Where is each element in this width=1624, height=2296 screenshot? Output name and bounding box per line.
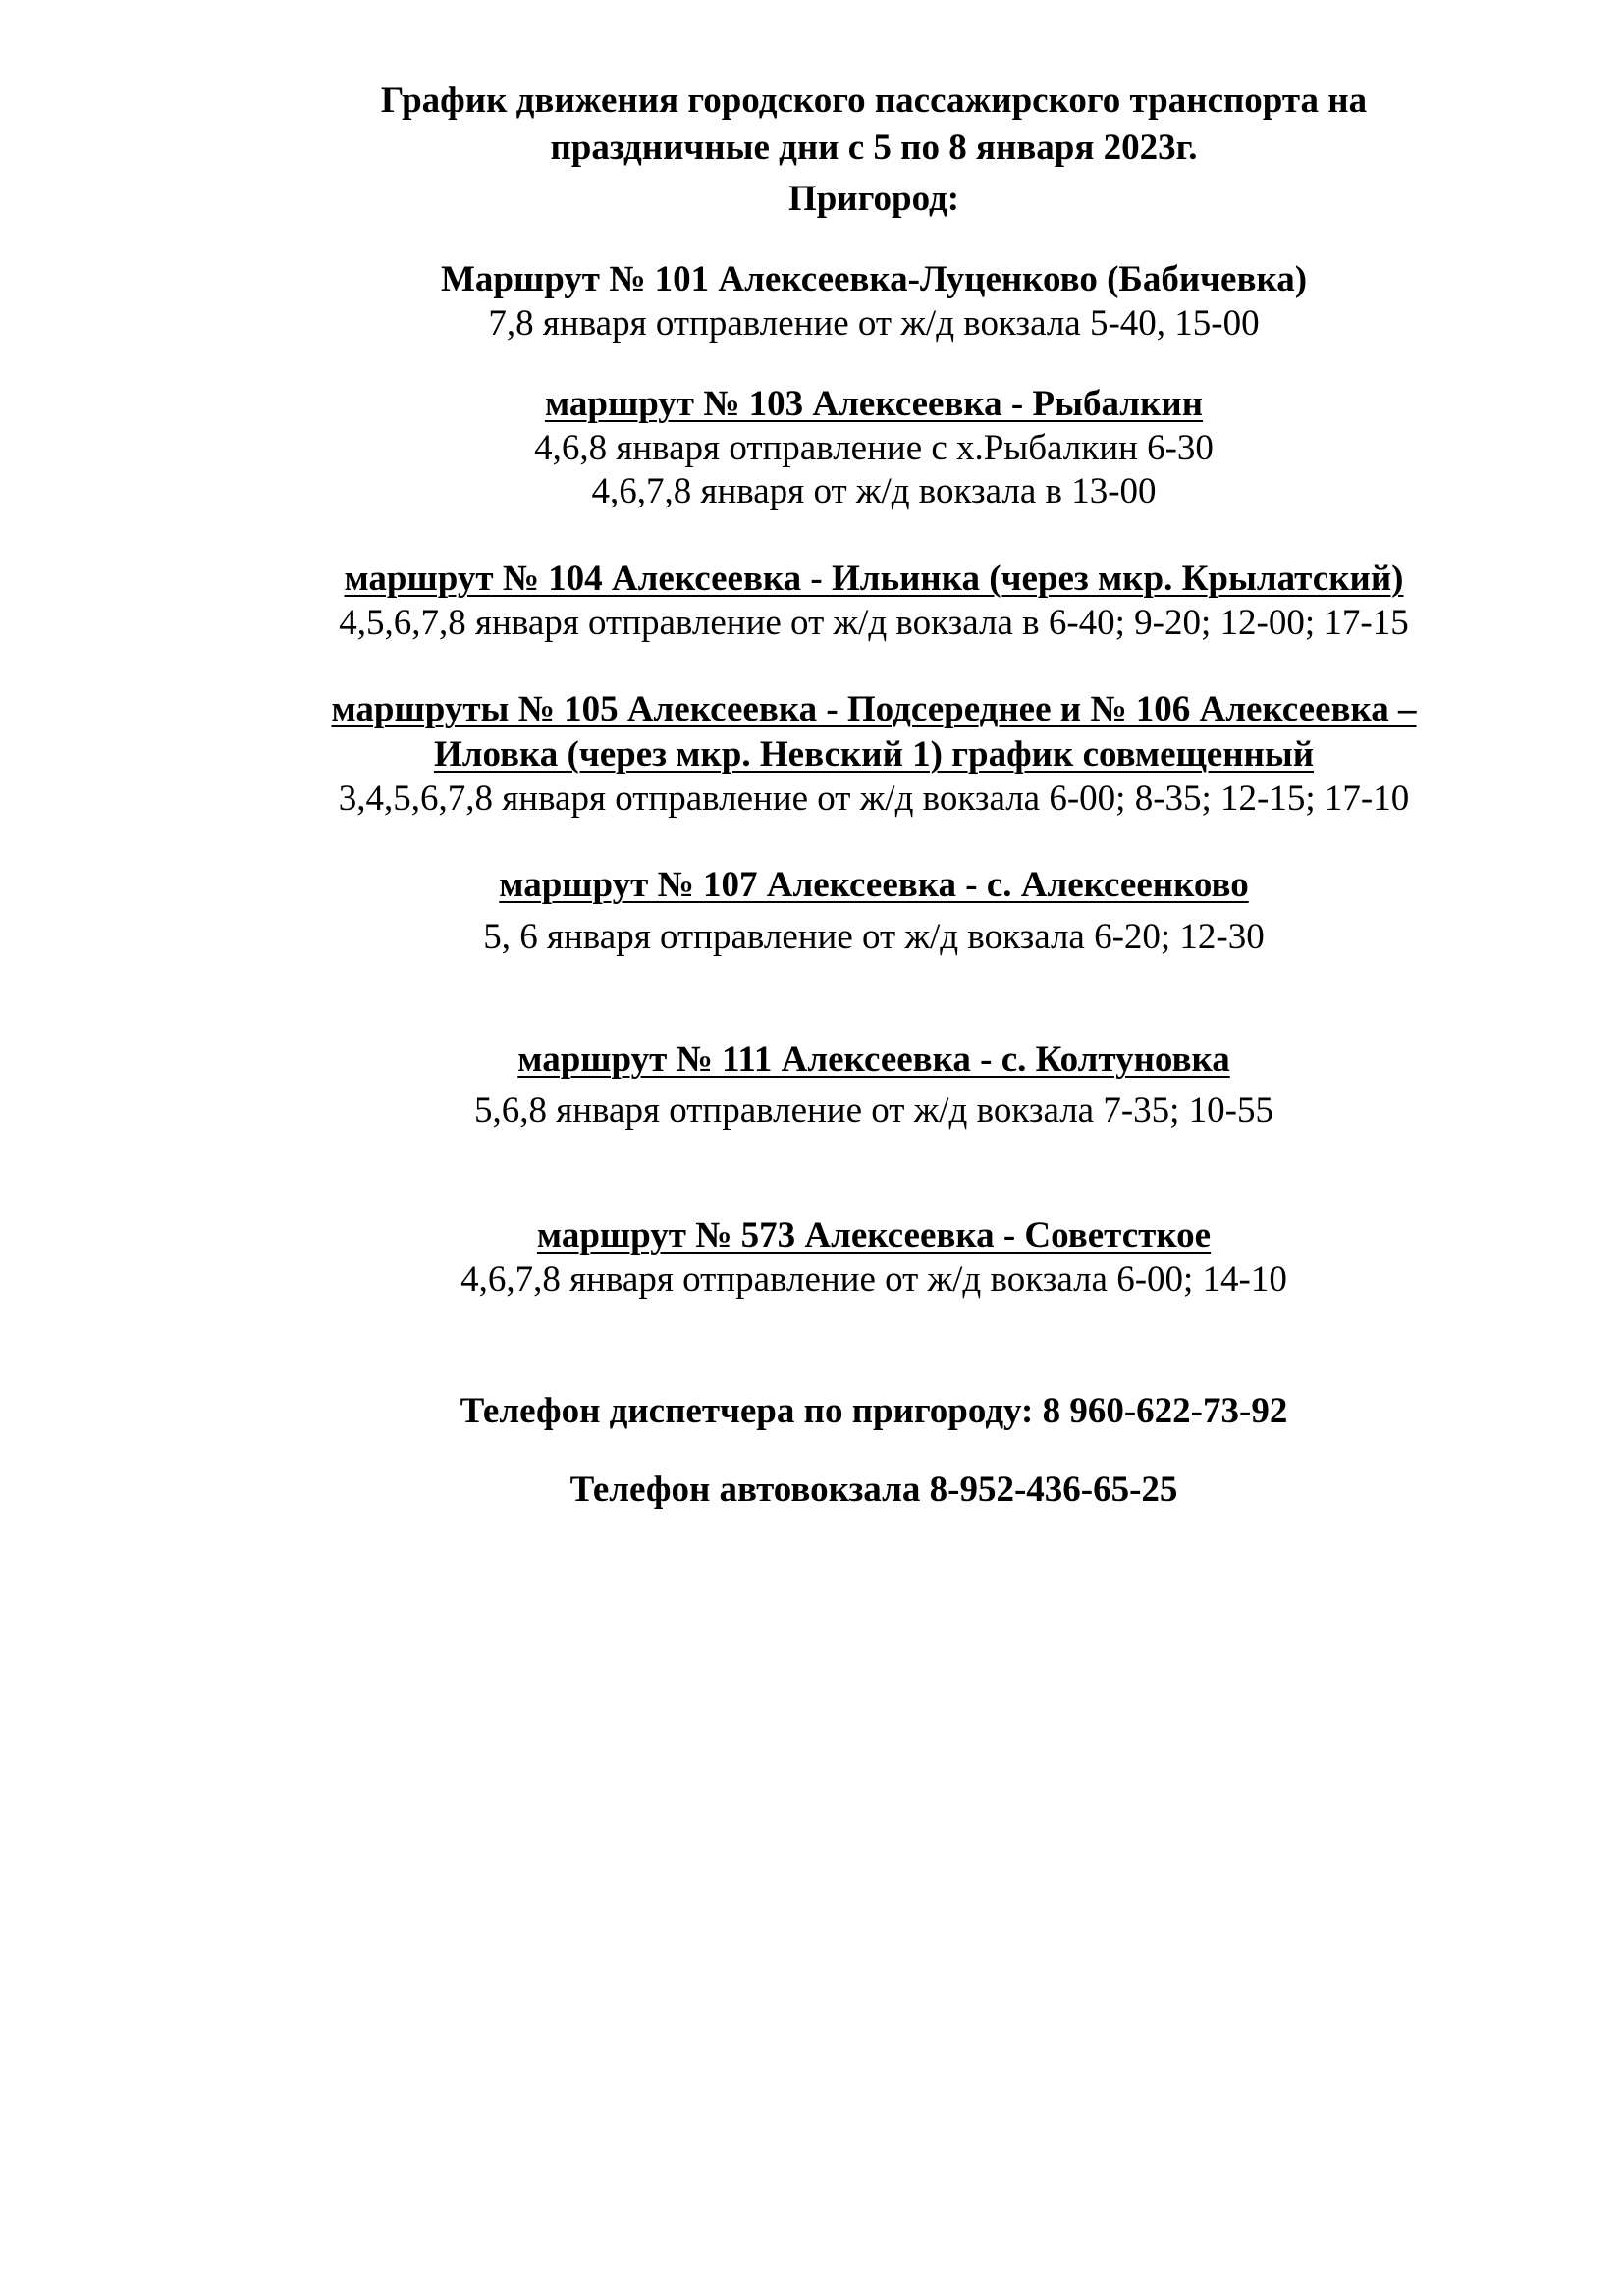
route-107-title: маршрут № 107 Алексеевка - с. Алексеенково: [499, 865, 1249, 905]
page-subtitle: Пригород:: [787, 179, 960, 219]
route-111-title: маршрут № 111 Алексеевка - с. Колтуновка: [517, 1040, 1230, 1080]
route-107-schedule: 5, 6 января отправление от ж/д вокзала 6-20; 12-30: [483, 917, 1265, 957]
route-103-schedule-1: 4,6,8 января отправление с х.Рыбалкин 6-30: [534, 428, 1214, 468]
route-105-106-title-line-2: Иловка (через мкр. Невский 1) график совмещенный: [433, 734, 1315, 774]
route-103-title: маршрут № 103 Алексеевка - Рыбалкин: [544, 384, 1204, 424]
route-101-schedule: 7,8 января отправление от ж/д вокзала 5-40, 15-00: [488, 303, 1260, 344]
route-103-schedule-2: 4,6,7,8 января от ж/д вокзала в 13-00: [591, 471, 1157, 511]
route-101-title: Маршрут № 101 Алексеевка-Луценково (Бабичевка): [440, 259, 1308, 299]
bus-station-phone: Телефон автовокзала 8-952-436-65-25: [569, 1469, 1178, 1510]
route-573-title: маршрут № 573 Алексеевка - Советсткое: [536, 1215, 1212, 1255]
route-105-106-schedule: 3,4,5,6,7,8 января отправление от ж/д вокзала 6-00; 8-35; 12-15; 17-10: [338, 778, 1410, 819]
route-104-schedule: 4,5,6,7,8 января отправление от ж/д вокзала в 6-40; 9-20; 12-00; 17-15: [339, 603, 1409, 643]
route-104-title: маршрут № 104 Алексеевка - Ильинка (через мкр. Крылатский): [344, 559, 1404, 599]
route-573-schedule: 4,6,7,8 января отправление от ж/д вокзала 6-00; 14-10: [460, 1259, 1287, 1300]
route-111-schedule: 5,6,8 января отправление от ж/д вокзала 7-35; 10-55: [473, 1091, 1274, 1131]
page-title-line-1: График движения городского пассажирского транспорта на: [380, 80, 1368, 121]
dispatcher-phone: Телефон диспетчера по пригороду: 8 960-622-73-92: [460, 1391, 1288, 1431]
page-title-line-2: праздничные дни с 5 по 8 января 2023г.: [550, 128, 1198, 168]
route-105-106-title-line-1: маршруты № 105 Алексеевка - Подсереднее и № 106 Алексеевка –: [331, 689, 1417, 729]
